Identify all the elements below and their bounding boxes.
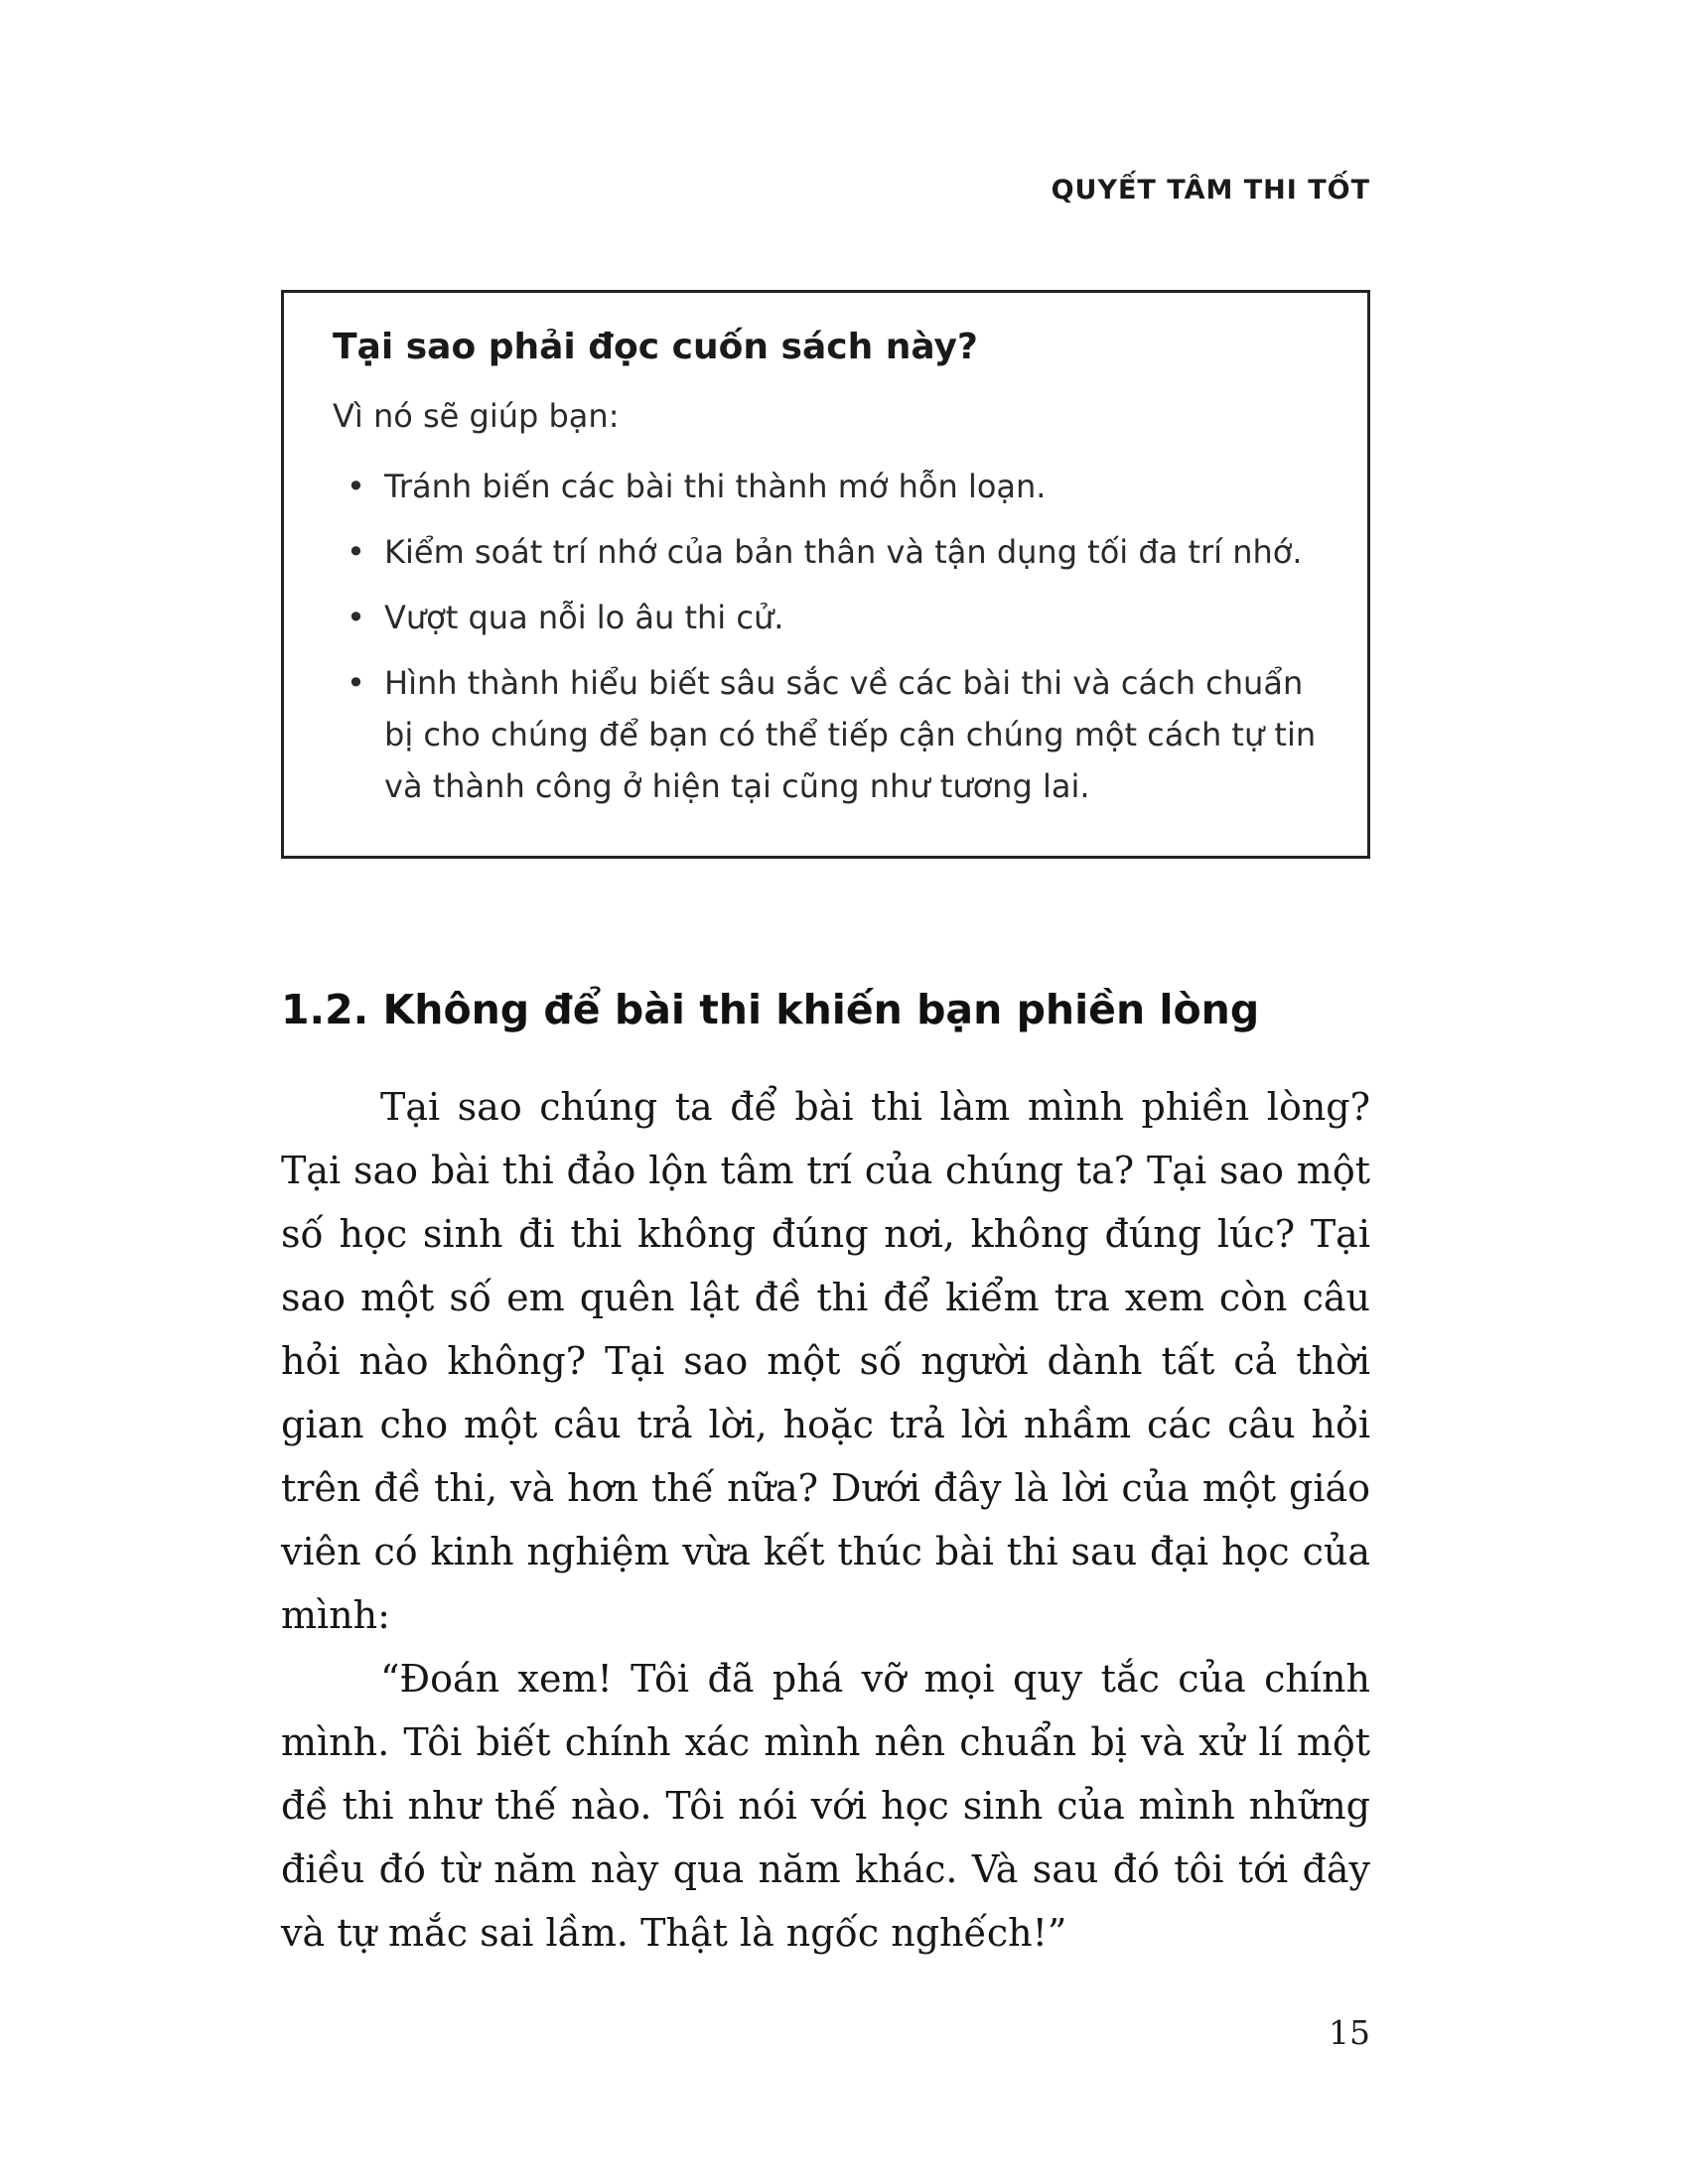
bullet-item (333, 526, 1322, 578)
body-paragraph: Tại sao chúng ta để bài thi làm mình phiền lòng? Tại sao bài thi đảo lộn tâm trí của chúng ta? Tại sao một số học sinh đi thi không đúng nơi, không đúng lúc? Tại sao một số em quên lật đề thi để kiểm tra xem còn câu hỏi nào không? Tại sao một số người dành tất cả thời gian cho một câu trả lời, hoặc trả lời nhầm các câu hỏi trên đề thi, và hơn thế nữa? Dưới đây là lời của một giáo viên có kinh nghiệm vừa kết thúc bài thi sau đại học của mình: (281, 1085, 1370, 1637)
bullet-list (333, 461, 1322, 812)
info-box (281, 290, 1370, 859)
body-paragraph: “Đoán xem! Tôi đã phá vỡ mọi quy tắc của chính mình. Tôi biết chính xác mình nên chuẩn bị và xử lí một đề thi như thế nào. Tôi nói với học sinh của mình những điều đó từ năm này qua năm khác. Và sau đó tôi tới đây và tự mắc sai lầm. Thật là ngốc nghếch!” (281, 1657, 1370, 1955)
section-heading: 1.2. Không để bài thi khiến bạn phiền lòng (281, 986, 1260, 1033)
bullet-icon: • (347, 468, 365, 505)
bullet-text: Kiểm soát trí nhớ của bản thân và tận dụng tối đa trí nhớ. (384, 533, 1303, 571)
bullet-icon: • (347, 599, 365, 636)
bullet-icon: • (347, 664, 365, 702)
info-box-intro: Vì nó sẽ giúp bạn: (333, 397, 620, 435)
bullet-text: Hình thành hiểu biết sâu sắc về các bài thi và cách chuẩn bị cho chúng để bạn có thể tiếp cận chúng một cách tự tin và thành công ở hiện tại cũng như tương lai. (384, 664, 1317, 805)
info-box-title: Tại sao phải đọc cuốn sách này? (333, 327, 978, 367)
content-column (281, 0, 1370, 1965)
bullet-item (333, 461, 1322, 512)
bullet-text: Tránh biến các bài thi thành mớ hỗn loạn. (384, 468, 1047, 505)
running-header: QUYẾT TÂM THI TỐT (1051, 175, 1370, 205)
page-number: 15 (1329, 2013, 1370, 2052)
bullet-icon: • (347, 533, 365, 571)
bullet-item (333, 592, 1322, 643)
bullet-item (333, 657, 1322, 812)
bullet-text: Vượt qua nỗi lo âu thi cử. (384, 599, 784, 636)
